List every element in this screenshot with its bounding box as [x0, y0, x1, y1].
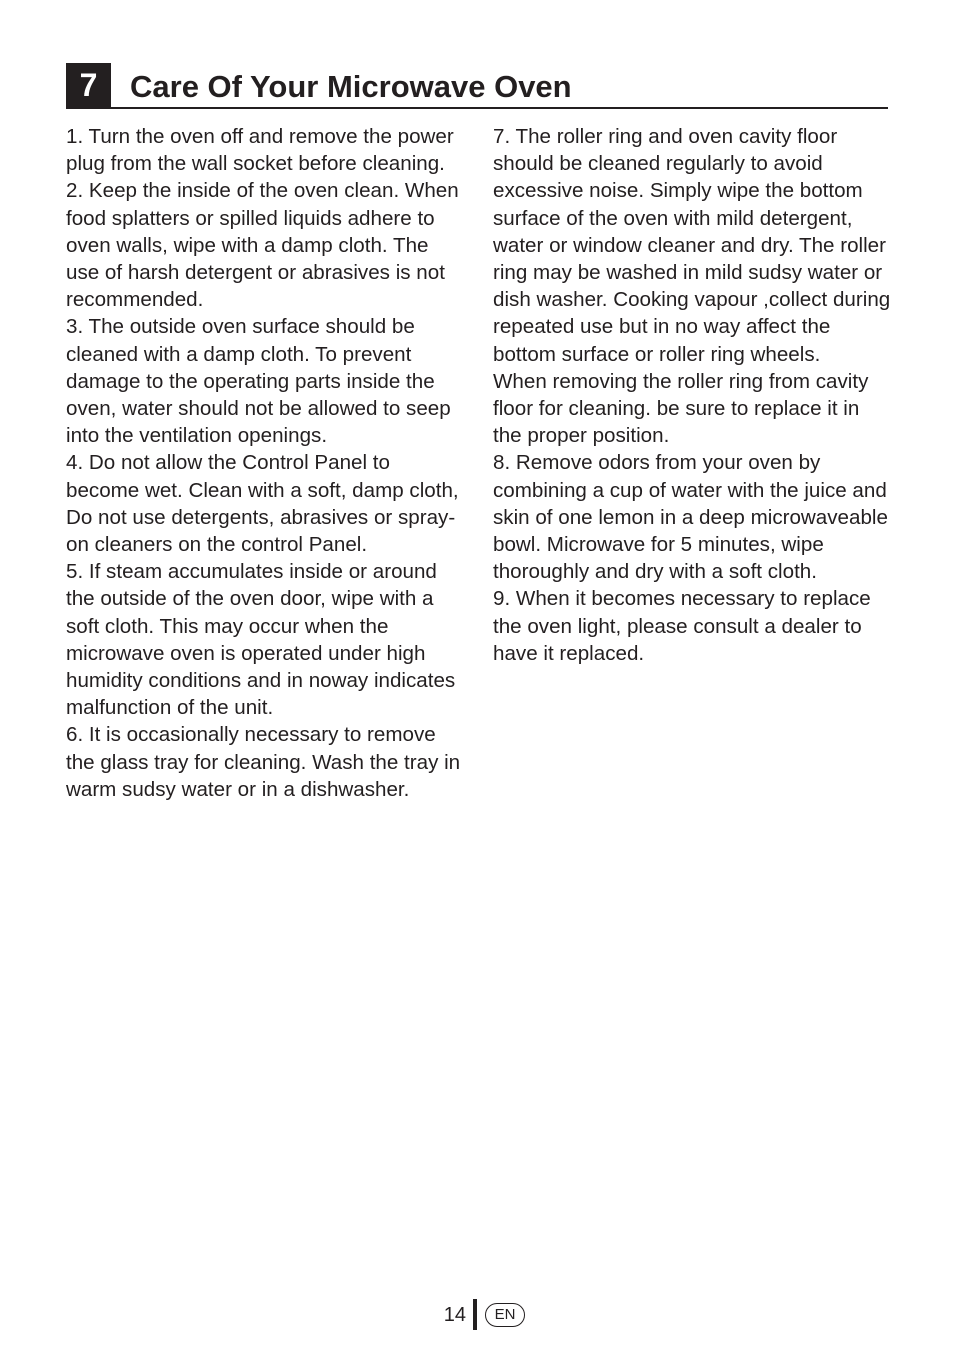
language-badge: EN [485, 1303, 525, 1327]
footer-divider [473, 1299, 477, 1330]
instruction-paragraph-7-note: When removing the roller ring from cavity floor for cleaning. be sure to replace it in the proper position. [493, 369, 869, 448]
instruction-paragraph-1: 1. Turn the oven off and remove the power plug from the wall socket before cleaning. [66, 125, 454, 176]
instruction-paragraph-5: 5. If steam accumulates inside or around the outside of the oven door, wipe with a soft cloth. This may occur when the microwave oven is operated under high humidity conditions and in noway indicates malfunction of the unit. [66, 560, 456, 720]
section-header [66, 63, 888, 109]
instruction-paragraph-6: 6. It is occasionally necessary to remove the glass tray for cleaning. Wash the tray in warm sudsy water or in a dishwasher. [66, 723, 461, 801]
instruction-paragraph-8: 8. Remove odors from your oven by combining a cup of water with the juice and skin of one lemon in a deep microwaveable bowl. Microwave for 5 minutes, wipe thoroughly and dry with a soft cloth. [493, 451, 888, 584]
instruction-paragraph-3: 3. The outside oven surface should be cleaned with a damp cloth. To prevent damage to the operating parts inside the oven, water should not be allowed to seep into the ventilation openings. [66, 315, 451, 448]
right-text-column [493, 123, 891, 667]
chapter-number-badge: 7 [66, 63, 111, 107]
left-text-column [66, 123, 466, 803]
instruction-paragraph-9: 9. When it becomes necessary to replace the oven light, please consult a dealer to have it replaced. [493, 587, 871, 665]
page-number: 14 [443, 1304, 466, 1326]
page-footer [0, 1299, 954, 1331]
instruction-paragraph-2: 2. Keep the inside of the oven clean. When food splatters or spilled liquids adhere to oven walls, wipe with a damp cloth. The use of harsh detergent or abrasives is not recommended. [66, 179, 459, 312]
instruction-paragraph-4: 4. Do not allow the Control Panel to become wet. Clean with a soft, damp cloth, Do not use detergents, abrasives or spray-on cleaners on the control Panel. [66, 451, 459, 557]
instruction-paragraph-7: 7. The roller ring and oven cavity floor should be cleaned regularly to avoid excessive noise. Simply wipe the bottom surface of the oven with mild detergent, water or window cleaner and dry. The roller ring may be washed in mild sudsy water or dish washer. Cooking vapour ,collect during repeated use but in no way affect the bottom surface or roller ring wheels. [493, 125, 891, 366]
page-title: Care Of Your Microwave Oven [130, 69, 572, 104]
